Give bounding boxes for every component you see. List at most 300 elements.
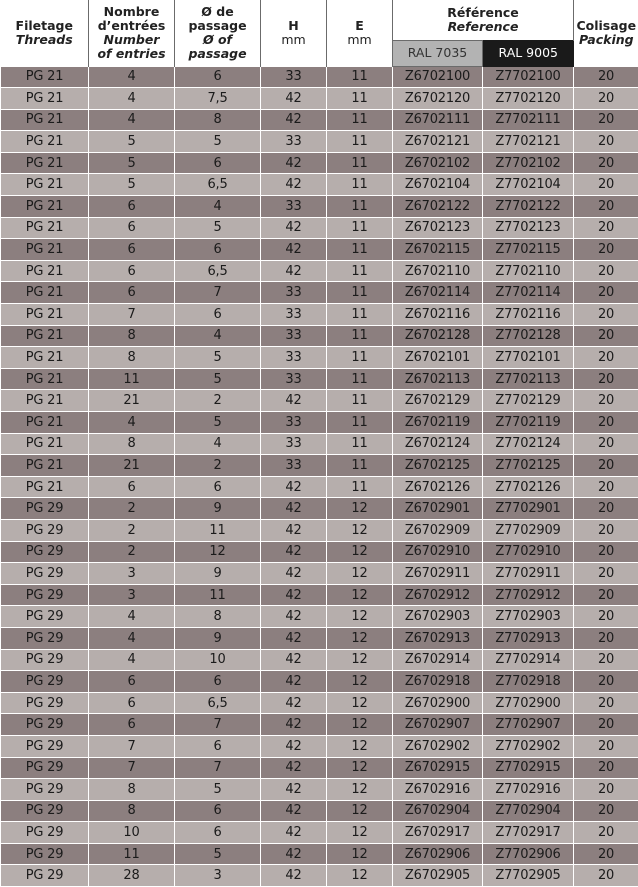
header-packing: [574, 0, 638, 66]
header-ral-9005: RAL 9005: [483, 40, 574, 66]
cell-diameter: 3: [175, 865, 261, 887]
cell-ref-ral-7035: Z6702111: [393, 109, 483, 131]
cell-packing: 20: [574, 692, 638, 714]
cell-h: 42: [261, 606, 327, 628]
cell-ref-ral-7035: Z6702901: [393, 498, 483, 520]
cell-e: 11: [327, 455, 393, 477]
cell-entries: 2: [89, 498, 175, 520]
cell-entries: 2: [89, 519, 175, 541]
cell-entries: 21: [89, 455, 175, 477]
cell-threads: PG 21: [1, 282, 89, 304]
header-h-unit: mm: [261, 33, 326, 47]
header-reference-en: Reference: [393, 20, 573, 34]
cell-e: 11: [327, 109, 393, 131]
cell-threads: PG 29: [1, 692, 89, 714]
cell-diameter: 5: [175, 131, 261, 153]
cell-h: 42: [261, 563, 327, 585]
cell-threads: PG 21: [1, 368, 89, 390]
cell-threads: PG 21: [1, 196, 89, 218]
cell-diameter: 10: [175, 649, 261, 671]
cell-e: 12: [327, 822, 393, 844]
header-packing-fr: Colisage: [576, 18, 636, 33]
cell-entries: 6: [89, 196, 175, 218]
table-row: [1, 865, 638, 887]
cell-h: 42: [261, 779, 327, 801]
cell-h: 42: [261, 239, 327, 261]
cell-ref-ral-7035: Z6702101: [393, 347, 483, 369]
table-row: [1, 174, 638, 196]
table-row: [1, 239, 638, 261]
cell-diameter: 8: [175, 109, 261, 131]
header-entries: [89, 0, 175, 66]
cell-h: 42: [261, 109, 327, 131]
cell-threads: PG 29: [1, 541, 89, 563]
cell-ref-ral-7035: Z6702915: [393, 757, 483, 779]
cell-entries: 6: [89, 692, 175, 714]
cell-ref-ral-7035: Z6702104: [393, 174, 483, 196]
cell-entries: 4: [89, 649, 175, 671]
cell-e: 11: [327, 88, 393, 110]
cell-ref-ral-9005: Z7702901: [483, 498, 574, 520]
cell-packing: 20: [574, 368, 638, 390]
cell-h: 42: [261, 174, 327, 196]
cell-h: 33: [261, 347, 327, 369]
cell-e: 12: [327, 584, 393, 606]
table-row: [1, 88, 638, 110]
cell-threads: PG 21: [1, 347, 89, 369]
cell-packing: 20: [574, 390, 638, 412]
cell-packing: 20: [574, 757, 638, 779]
cell-h: 33: [261, 282, 327, 304]
cell-entries: 7: [89, 735, 175, 757]
cell-packing: 20: [574, 152, 638, 174]
table-row: [1, 735, 638, 757]
cell-packing: 20: [574, 455, 638, 477]
cell-ref-ral-7035: Z6702102: [393, 152, 483, 174]
cell-entries: 4: [89, 109, 175, 131]
header-e-unit: mm: [327, 33, 392, 47]
cell-e: 11: [327, 325, 393, 347]
cell-h: 33: [261, 412, 327, 434]
cell-ref-ral-7035: Z6702124: [393, 433, 483, 455]
cell-threads: PG 21: [1, 390, 89, 412]
cell-entries: 6: [89, 282, 175, 304]
cell-threads: PG 29: [1, 822, 89, 844]
cell-packing: 20: [574, 627, 638, 649]
cell-entries: 6: [89, 217, 175, 239]
table-row: [1, 217, 638, 239]
cell-threads: PG 21: [1, 304, 89, 326]
cell-ref-ral-9005: Z7702121: [483, 131, 574, 153]
cell-packing: 20: [574, 865, 638, 887]
cell-entries: 5: [89, 152, 175, 174]
cell-e: 11: [327, 239, 393, 261]
table-row: [1, 368, 638, 390]
cell-threads: PG 21: [1, 260, 89, 282]
table-row: [1, 325, 638, 347]
table-row: [1, 131, 638, 153]
cell-e: 11: [327, 131, 393, 153]
cell-ref-ral-9005: Z7702110: [483, 260, 574, 282]
cell-diameter: 2: [175, 390, 261, 412]
cell-e: 11: [327, 152, 393, 174]
table-row: [1, 304, 638, 326]
table-row: [1, 822, 638, 844]
cell-e: 11: [327, 390, 393, 412]
cell-entries: 5: [89, 131, 175, 153]
cell-ref-ral-9005: Z7702915: [483, 757, 574, 779]
cell-ref-ral-7035: Z6702912: [393, 584, 483, 606]
cell-ref-ral-7035: Z6702900: [393, 692, 483, 714]
cell-ref-ral-7035: Z6702904: [393, 800, 483, 822]
cell-entries: 8: [89, 325, 175, 347]
header-entries-fr-1: Nombre: [89, 5, 174, 19]
cell-threads: PG 29: [1, 779, 89, 801]
cell-e: 12: [327, 843, 393, 865]
cell-entries: 5: [89, 174, 175, 196]
cell-packing: 20: [574, 563, 638, 585]
cell-ref-ral-7035: Z6702114: [393, 282, 483, 304]
cell-packing: 20: [574, 735, 638, 757]
cell-h: 42: [261, 735, 327, 757]
cell-ref-ral-7035: Z6702916: [393, 779, 483, 801]
table-row: [1, 412, 638, 434]
cell-threads: PG 21: [1, 131, 89, 153]
cell-packing: 20: [574, 800, 638, 822]
cell-diameter: 6: [175, 476, 261, 498]
header-entries-fr-2: d’entrées: [89, 19, 174, 33]
cell-e: 11: [327, 174, 393, 196]
cell-packing: 20: [574, 174, 638, 196]
cell-packing: 20: [574, 325, 638, 347]
cell-e: 11: [327, 412, 393, 434]
cell-packing: 20: [574, 304, 638, 326]
cell-e: 12: [327, 498, 393, 520]
cell-packing: 20: [574, 239, 638, 261]
cell-ref-ral-7035: Z6702910: [393, 541, 483, 563]
cell-entries: 4: [89, 606, 175, 628]
cell-h: 42: [261, 584, 327, 606]
cell-h: 42: [261, 152, 327, 174]
cell-ref-ral-7035: Z6702905: [393, 865, 483, 887]
cell-threads: PG 29: [1, 627, 89, 649]
cell-ref-ral-9005: Z7702903: [483, 606, 574, 628]
cell-threads: PG 29: [1, 519, 89, 541]
cell-diameter: 5: [175, 347, 261, 369]
cell-h: 42: [261, 390, 327, 412]
table-row: [1, 843, 638, 865]
cell-e: 12: [327, 541, 393, 563]
cell-ref-ral-7035: Z6702119: [393, 412, 483, 434]
cell-diameter: 6,5: [175, 260, 261, 282]
cell-ref-ral-9005: Z7702906: [483, 843, 574, 865]
cell-threads: PG 29: [1, 606, 89, 628]
cell-h: 42: [261, 671, 327, 693]
cell-ref-ral-7035: Z6702906: [393, 843, 483, 865]
cell-e: 12: [327, 519, 393, 541]
cell-threads: PG 21: [1, 433, 89, 455]
table-row: [1, 800, 638, 822]
cell-threads: PG 21: [1, 174, 89, 196]
cell-threads: PG 21: [1, 412, 89, 434]
cell-packing: 20: [574, 88, 638, 110]
cell-ref-ral-7035: Z6702126: [393, 476, 483, 498]
cell-h: 42: [261, 519, 327, 541]
cell-e: 12: [327, 735, 393, 757]
cell-h: 33: [261, 368, 327, 390]
cell-threads: PG 21: [1, 325, 89, 347]
table-row: [1, 152, 638, 174]
table-row: [1, 260, 638, 282]
cell-ref-ral-9005: Z7702104: [483, 174, 574, 196]
cell-ref-ral-7035: Z6702116: [393, 304, 483, 326]
cell-e: 12: [327, 606, 393, 628]
cell-packing: 20: [574, 66, 638, 88]
table-row: [1, 757, 638, 779]
cell-ref-ral-9005: Z7702116: [483, 304, 574, 326]
cell-threads: PG 29: [1, 671, 89, 693]
table-row: [1, 584, 638, 606]
cell-threads: PG 21: [1, 66, 89, 88]
cell-e: 11: [327, 217, 393, 239]
cell-h: 42: [261, 800, 327, 822]
cell-diameter: 5: [175, 412, 261, 434]
cell-h: 42: [261, 865, 327, 887]
cell-e: 12: [327, 714, 393, 736]
cell-packing: 20: [574, 433, 638, 455]
table-header: [1, 0, 638, 66]
cell-packing: 20: [574, 260, 638, 282]
cell-ref-ral-7035: Z6702123: [393, 217, 483, 239]
cell-h: 33: [261, 304, 327, 326]
cell-packing: 20: [574, 541, 638, 563]
table-row: [1, 671, 638, 693]
header-h: [261, 0, 327, 66]
cell-ref-ral-9005: Z7702912: [483, 584, 574, 606]
cell-e: 12: [327, 865, 393, 887]
cell-ref-ral-9005: Z7702101: [483, 347, 574, 369]
cell-entries: 11: [89, 368, 175, 390]
cell-entries: 4: [89, 66, 175, 88]
cell-e: 11: [327, 196, 393, 218]
cell-e: 11: [327, 347, 393, 369]
cell-e: 12: [327, 779, 393, 801]
cell-packing: 20: [574, 649, 638, 671]
cell-diameter: 6: [175, 152, 261, 174]
cell-entries: 8: [89, 779, 175, 801]
cell-h: 42: [261, 692, 327, 714]
cell-ref-ral-9005: Z7702124: [483, 433, 574, 455]
cell-entries: 21: [89, 390, 175, 412]
cell-h: 42: [261, 217, 327, 239]
cell-entries: 10: [89, 822, 175, 844]
cell-ref-ral-7035: Z6702903: [393, 606, 483, 628]
table-row: [1, 66, 638, 88]
cell-ref-ral-7035: Z6702128: [393, 325, 483, 347]
cell-ref-ral-9005: Z7702917: [483, 822, 574, 844]
cell-ref-ral-9005: Z7702900: [483, 692, 574, 714]
cell-threads: PG 29: [1, 757, 89, 779]
cell-packing: 20: [574, 131, 638, 153]
cell-entries: 6: [89, 714, 175, 736]
cell-h: 42: [261, 822, 327, 844]
cell-entries: 8: [89, 433, 175, 455]
cell-entries: 6: [89, 476, 175, 498]
cell-packing: 20: [574, 606, 638, 628]
cell-threads: PG 29: [1, 584, 89, 606]
cell-threads: PG 29: [1, 563, 89, 585]
cell-diameter: 9: [175, 498, 261, 520]
cell-h: 42: [261, 627, 327, 649]
cell-ref-ral-7035: Z6702909: [393, 519, 483, 541]
cell-ref-ral-9005: Z7702120: [483, 88, 574, 110]
cell-h: 42: [261, 541, 327, 563]
cell-diameter: 7,5: [175, 88, 261, 110]
cell-diameter: 9: [175, 563, 261, 585]
cell-ref-ral-9005: Z7702914: [483, 649, 574, 671]
cell-ref-ral-7035: Z6702913: [393, 627, 483, 649]
cell-packing: 20: [574, 519, 638, 541]
table-row: [1, 498, 638, 520]
cell-diameter: 12: [175, 541, 261, 563]
cell-e: 12: [327, 757, 393, 779]
header-diameter: [175, 0, 261, 66]
cell-ref-ral-9005: Z7702111: [483, 109, 574, 131]
header-diameter-en: Ø of passage: [175, 33, 260, 61]
cell-threads: PG 29: [1, 843, 89, 865]
cell-ref-ral-9005: Z7702114: [483, 282, 574, 304]
cell-ref-ral-9005: Z7702129: [483, 390, 574, 412]
cell-h: 33: [261, 325, 327, 347]
cell-diameter: 4: [175, 196, 261, 218]
cell-ref-ral-7035: Z6702120: [393, 88, 483, 110]
cell-packing: 20: [574, 498, 638, 520]
cell-entries: 6: [89, 239, 175, 261]
header-entries-en-1: Number: [89, 33, 174, 47]
cell-diameter: 7: [175, 282, 261, 304]
cell-diameter: 6: [175, 66, 261, 88]
table-row: [1, 779, 638, 801]
table-body: [1, 66, 638, 887]
cell-threads: PG 29: [1, 800, 89, 822]
table-row: [1, 433, 638, 455]
cell-diameter: 6: [175, 735, 261, 757]
cell-ref-ral-9005: Z7702115: [483, 239, 574, 261]
table-row: [1, 714, 638, 736]
cell-packing: 20: [574, 584, 638, 606]
cell-ref-ral-7035: Z6702129: [393, 390, 483, 412]
cell-ref-ral-7035: Z6702911: [393, 563, 483, 585]
cell-ref-ral-9005: Z7702102: [483, 152, 574, 174]
cell-packing: 20: [574, 412, 638, 434]
cell-packing: 20: [574, 822, 638, 844]
cell-e: 12: [327, 627, 393, 649]
table-row: [1, 563, 638, 585]
cell-ref-ral-7035: Z6702100: [393, 66, 483, 88]
cell-entries: 6: [89, 260, 175, 282]
cell-packing: 20: [574, 843, 638, 865]
cell-entries: 3: [89, 563, 175, 585]
cell-ref-ral-9005: Z7702913: [483, 627, 574, 649]
cell-h: 42: [261, 498, 327, 520]
cell-diameter: 6,5: [175, 692, 261, 714]
cell-h: 33: [261, 66, 327, 88]
cell-ref-ral-7035: Z6702121: [393, 131, 483, 153]
table-row: [1, 519, 638, 541]
header-h-label: H: [288, 18, 298, 33]
cell-ref-ral-9005: Z7702905: [483, 865, 574, 887]
cell-h: 33: [261, 455, 327, 477]
header-packing-en: Packing: [574, 33, 638, 47]
table-row: [1, 606, 638, 628]
cell-threads: PG 21: [1, 109, 89, 131]
cell-packing: 20: [574, 217, 638, 239]
cell-packing: 20: [574, 196, 638, 218]
cell-threads: PG 29: [1, 714, 89, 736]
cell-ref-ral-7035: Z6702917: [393, 822, 483, 844]
cell-diameter: 4: [175, 325, 261, 347]
cell-ref-ral-9005: Z7702125: [483, 455, 574, 477]
header-diameter-fr: Ø de passage: [188, 4, 246, 33]
cell-entries: 8: [89, 347, 175, 369]
cell-diameter: 6: [175, 800, 261, 822]
cell-entries: 2: [89, 541, 175, 563]
table-row: [1, 109, 638, 131]
cell-threads: PG 21: [1, 476, 89, 498]
cell-threads: PG 21: [1, 152, 89, 174]
cell-entries: 7: [89, 304, 175, 326]
cell-entries: 28: [89, 865, 175, 887]
cell-packing: 20: [574, 714, 638, 736]
cell-e: 11: [327, 282, 393, 304]
cell-ref-ral-9005: Z7702909: [483, 519, 574, 541]
cell-diameter: 7: [175, 714, 261, 736]
cell-ref-ral-7035: Z6702918: [393, 671, 483, 693]
cell-ref-ral-9005: Z7702904: [483, 800, 574, 822]
cell-threads: PG 21: [1, 239, 89, 261]
cell-diameter: 5: [175, 843, 261, 865]
table-row: [1, 455, 638, 477]
cell-h: 42: [261, 714, 327, 736]
cell-e: 12: [327, 800, 393, 822]
cell-diameter: 6: [175, 822, 261, 844]
header-reference-fr: Référence: [447, 5, 518, 20]
cell-ref-ral-7035: Z6702115: [393, 239, 483, 261]
cell-ref-ral-9005: Z7702119: [483, 412, 574, 434]
cell-h: 42: [261, 757, 327, 779]
table-row: [1, 476, 638, 498]
cell-diameter: 7: [175, 757, 261, 779]
cell-e: 12: [327, 649, 393, 671]
cell-e: 11: [327, 66, 393, 88]
header-e: [327, 0, 393, 66]
cell-diameter: 11: [175, 519, 261, 541]
cell-diameter: 5: [175, 368, 261, 390]
cell-entries: 4: [89, 88, 175, 110]
cell-ref-ral-9005: Z7702910: [483, 541, 574, 563]
cell-entries: 6: [89, 671, 175, 693]
table-row: [1, 390, 638, 412]
cell-e: 11: [327, 260, 393, 282]
cell-e: 11: [327, 476, 393, 498]
cell-h: 42: [261, 649, 327, 671]
cell-diameter: 9: [175, 627, 261, 649]
cell-packing: 20: [574, 671, 638, 693]
header-ral-7035: RAL 7035: [393, 40, 483, 66]
cell-diameter: 4: [175, 433, 261, 455]
cell-e: 11: [327, 304, 393, 326]
cell-diameter: 5: [175, 779, 261, 801]
